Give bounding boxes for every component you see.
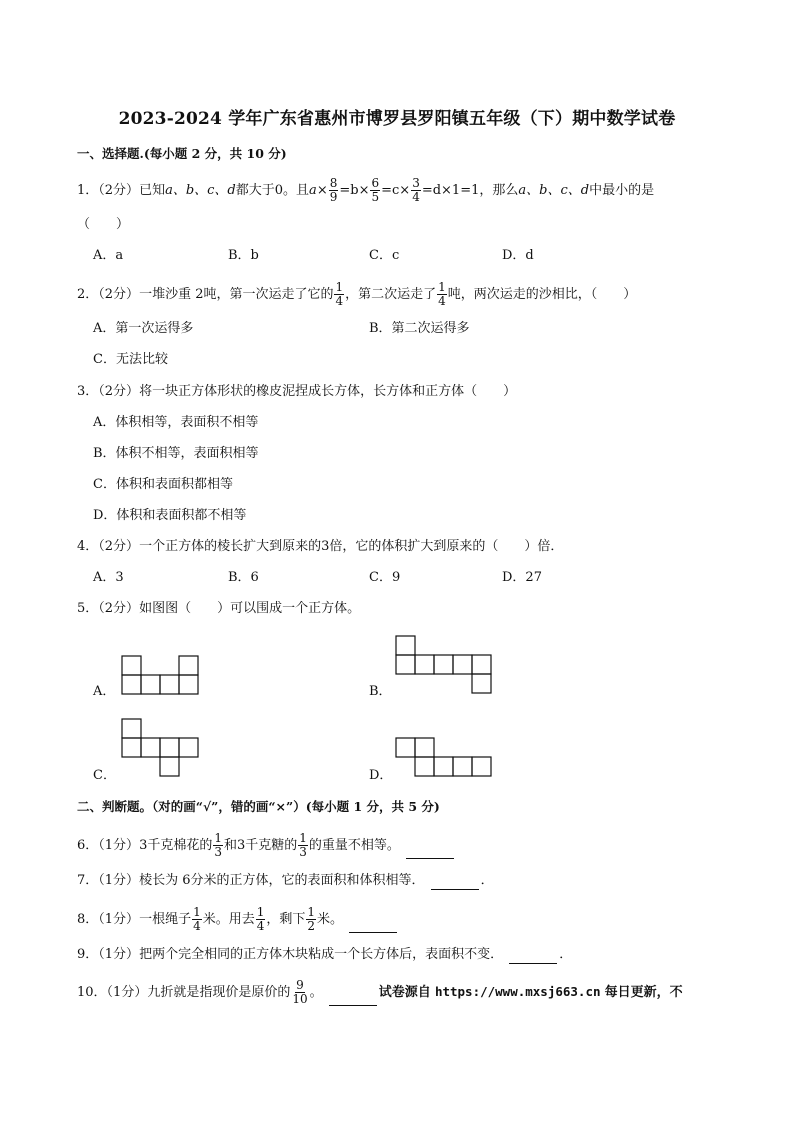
option-a[interactable]: A．第一次运得多 bbox=[93, 321, 194, 336]
option-c[interactable]: C． bbox=[93, 768, 116, 783]
option-c[interactable]: C．无法比较 bbox=[93, 352, 168, 367]
option-a[interactable]: A．a bbox=[93, 248, 124, 263]
answer-blank[interactable] bbox=[509, 949, 557, 964]
cube-net-a bbox=[121, 655, 201, 695]
cube-net-b bbox=[395, 635, 495, 695]
cube-net-d bbox=[395, 737, 495, 779]
fraction: $\frac{1}{3}$ bbox=[214, 831, 222, 859]
answer-paren: （ ） bbox=[77, 217, 130, 232]
answer-blank[interactable] bbox=[431, 875, 479, 890]
question-3: 3．（2分）将一块正方体形状的橡皮泥捏成长方体，长方体和正方体（ ） bbox=[77, 384, 517, 399]
fraction: $\frac{9}{10}$ bbox=[292, 978, 308, 1006]
fraction: $\frac{6}{5}$ bbox=[371, 176, 380, 204]
option-c[interactable]: C．体积和表面积都相等 bbox=[93, 477, 233, 492]
option-c[interactable]: C．c bbox=[369, 248, 400, 263]
option-b[interactable]: B．6 bbox=[228, 570, 259, 585]
option-d[interactable]: D．体积和表面积都不相等 bbox=[93, 508, 247, 523]
option-b[interactable]: B． bbox=[369, 684, 392, 699]
answer-blank[interactable] bbox=[406, 844, 454, 859]
watermark-link[interactable]: https://www.mxsj663.cn bbox=[434, 984, 601, 999]
answer-blank[interactable] bbox=[329, 991, 377, 1006]
question-9: 9．（1分）把两个完全相同的正方体木块粘成一个长方体后，表面积不变． ． bbox=[77, 947, 573, 962]
question-4: 4．（2分）一个正方体的棱长扩大到原来的3倍，它的体积扩大到原来的（ ）倍． bbox=[77, 539, 564, 554]
question-2: 2．（2分）一堆沙重 2吨，第一次运走了它的 $\frac{1}{4}$ ，第二次运走了 $\frac{1}{4}$ 吨，两次运走的沙相比，（ ） bbox=[77, 280, 637, 308]
fraction: $\frac{1}{2}$ bbox=[307, 905, 316, 933]
answer-blank[interactable] bbox=[349, 918, 397, 933]
question-6: 6．（1分）3千克棉花的 $\frac{1}{3}$ 和3千克糖的 $\frac{1}{3}$ 的重量不相等。 bbox=[77, 832, 456, 859]
option-d[interactable]: D．d bbox=[502, 248, 534, 263]
question-number: 1． bbox=[77, 183, 99, 198]
fraction: $\frac{8}{9}$ bbox=[329, 176, 338, 204]
question-8: 8．（1分）一根绳子 $\frac{1}{4}$ 米。用去 $\frac{1}{4}$ ，剩下 $\frac{1}{2}$ 米。 bbox=[77, 906, 399, 933]
option-b[interactable]: B．体积不相等，表面积相等 bbox=[93, 446, 259, 461]
section-heading-judge: 二、判断题。（对的画“√”，错的画“×”）(每小题 1 分，共 5 分) bbox=[77, 799, 440, 814]
watermark-text: 每日更新，不 bbox=[604, 985, 683, 1000]
question-7: 7．（1分）棱长为 6分米的正方体，它的表面积和体积相等． ． bbox=[77, 873, 494, 888]
option-b[interactable]: B．b bbox=[228, 248, 259, 263]
fraction: $\frac{1}{4}$ bbox=[438, 280, 446, 308]
fraction: $\frac{1}{4}$ bbox=[193, 905, 201, 933]
watermark-text: 试卷源自 bbox=[378, 985, 431, 1000]
page-title: 2023-2024 学年广东省惠州市博罗县罗阳镇五年级（下）期中数学试卷 bbox=[118, 109, 676, 129]
question-score: （2分） bbox=[98, 183, 140, 198]
option-a[interactable]: A．体积相等，表面积不相等 bbox=[93, 415, 259, 430]
question-5: 5．（2分）如图图（ ）可以围成一个正方体。 bbox=[77, 601, 361, 616]
option-a[interactable]: A． bbox=[93, 684, 116, 699]
cube-net-c bbox=[121, 718, 201, 778]
option-b[interactable]: B．第二次运得多 bbox=[369, 321, 470, 336]
fraction: $\frac{3}{4}$ bbox=[412, 176, 420, 204]
option-a[interactable]: A．3 bbox=[93, 570, 124, 585]
fraction: $\frac{1}{4}$ bbox=[256, 905, 265, 933]
option-d[interactable]: D．27 bbox=[502, 570, 542, 585]
section-heading-choice: 一、选择题.(每小题 2 分，共 10 分) bbox=[77, 146, 287, 161]
option-d[interactable]: D． bbox=[369, 768, 393, 783]
option-c[interactable]: C．9 bbox=[369, 570, 401, 585]
fraction: $\frac{1}{3}$ bbox=[299, 831, 307, 859]
question-10: 10．（1分）九折就是指现价是原价的 $\frac{9}{10}$ 。 试卷源自 https://www.mxsj663.cn 每日更新，不 bbox=[77, 978, 683, 1006]
fraction: $\frac{1}{4}$ bbox=[335, 280, 344, 308]
question-1: 1．（2分）已知a、b、c、d都大于0。且a× $\frac{8}{9}$ =b× $\frac{6}{5}$ =c× $\frac{3}{4}$ =d×1=1，那么a、b、c、d中最小的是 bbox=[77, 176, 655, 204]
